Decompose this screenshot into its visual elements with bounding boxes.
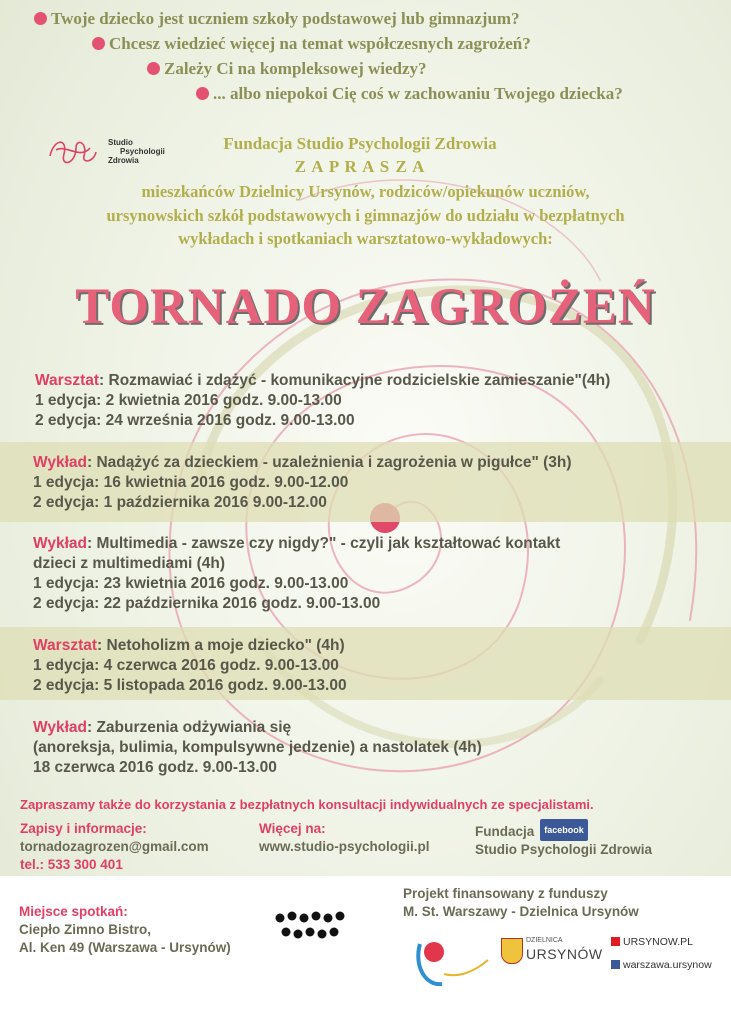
intro-line-1: mieszkańców Dzielnicy Ursynów, rodziców/opiekunów uczniów, xyxy=(141,182,590,201)
contact-heading: Zapisy i informacje: xyxy=(20,821,147,836)
org-name: Fundacja Studio Psychologii Zdrowia xyxy=(223,134,497,153)
place-line-1: Ciepło Zimno Bistro, xyxy=(19,922,152,937)
website-link[interactable]: www.studio-psychologii.pl xyxy=(259,839,430,854)
question-4: ... albo niepokoi Cię coś w zachowaniu Twojego dziecka? xyxy=(196,84,623,104)
fundacja-name: Studio Psychologii Zdrowia xyxy=(475,842,653,857)
funding-block xyxy=(403,885,639,921)
contact-email[interactable]: tornadozagrozen@gmail.com xyxy=(20,839,209,854)
event-1: Warsztat: Rozmawiać i zdążyć - komunikacyjne rodzicielskie zamieszanie"(4h) 1 edycja: 2 kwietnia 2016 godz. 9.00-13.00 2 edycja: 24 września 2016 godz. 9.00-13.00 xyxy=(35,372,611,429)
footer xyxy=(0,876,731,1032)
place-block xyxy=(19,903,231,957)
contact-block xyxy=(20,820,209,874)
event-4: Warsztat: Netoholizm a moje dziecko" (4h) 1 edycja: 4 czerwca 2016 godz. 9.00-13.00 2 edycja: 5 listopada 2016 godz. 9.00-13.00 xyxy=(33,637,347,694)
fundacja-block xyxy=(475,819,652,859)
studio-logo xyxy=(46,134,165,175)
logo-text-1: Studio xyxy=(108,138,133,147)
program-logo-icon xyxy=(412,934,497,994)
place-line-2: Al. Ken 49 (Warszawa - Ursynów) xyxy=(19,940,231,955)
more-block xyxy=(259,820,430,856)
question-3: Zależy Ci na kompleksowej wiedzy? xyxy=(147,59,427,79)
logo-text-2: Psychologii xyxy=(120,147,165,156)
ursynow-logo-text: URSYNÓW xyxy=(526,946,603,962)
logo-scribble-icon xyxy=(46,134,106,170)
event-2: Wykład: Nadążyć za dzieckiem - uzależnienia i zagrożenia w pigułce" (3h) 1 edycja: 16 kwietnia 2016 godz. 9.00-12.00 2 edycja: 1 października 2016 9.00-12.00 xyxy=(33,454,572,511)
consultations-note: Zapraszamy także do korzystania z bezpłatnych konsultacji indywidualnych ze specjalistami. xyxy=(20,797,594,812)
bistro-logo-icon xyxy=(274,910,354,946)
ursynow-pl-link[interactable]: URSYNOW.PL xyxy=(611,936,693,948)
invites: Z A P R A S Z A xyxy=(294,157,426,176)
funding-line-1: Projekt finansowany z funduszy xyxy=(403,886,608,901)
fundacja-label: Fundacja xyxy=(475,824,535,839)
facebook-ursynow-link[interactable]: warszawa.ursynow xyxy=(611,959,712,971)
event-5: Wykład: Zaburzenia odżywiania się (anoreksja, bulimia, kompulsywne jedzenie) a nastolatek (4h) 18 czerwca 2016 godz. 9.00-13.00 xyxy=(33,719,482,776)
funding-line-2: M. St. Warszawy - Dzielnica Ursynów xyxy=(403,904,639,919)
ursynow-logo-small: DZIELNICA xyxy=(526,937,563,944)
ursynow-crest-icon xyxy=(501,938,523,964)
more-heading: Więcej na: xyxy=(259,821,326,836)
main-title: TORNADO ZAGROŻEŃ xyxy=(75,279,656,335)
facebook-badge[interactable]: facebook xyxy=(540,819,588,841)
contact-phone[interactable]: tel.: 533 300 401 xyxy=(20,857,123,872)
square-icon xyxy=(611,937,620,946)
intro-line-2: ursynowskich szkół podstawowych i gimnazjów do udziału w bezpłatnych xyxy=(106,206,625,225)
logo-text-3: Zdrowia xyxy=(108,156,139,165)
question-2: Chcesz wiedzieć więcej na temat współczesnych zagrożeń? xyxy=(92,34,531,54)
event-3: Wykład: Multimedia - zawsze czy nigdy?" - czyli jak kształtować kontakt dzieci z multimediami (4h) 1 edycja: 23 kwietnia 2016 godz. 9.00-13.00 2 edycja: 22 października 2016 godz. 9.00-13.00 xyxy=(33,535,561,612)
question-1: Twoje dziecko jest uczniem szkoły podstawowej lub gimnazjum? xyxy=(34,9,520,29)
facebook-icon xyxy=(611,960,620,969)
intro-line-3: wykładach i spotkaniach warsztatowo-wykładowych: xyxy=(178,229,553,248)
place-heading: Miejsce spotkań: xyxy=(19,904,128,919)
